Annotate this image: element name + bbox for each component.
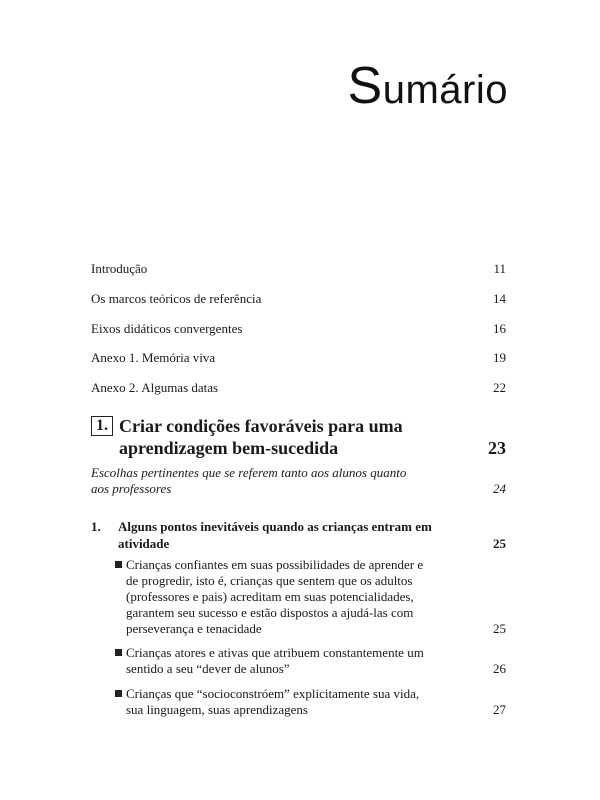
toc-entry bbox=[91, 261, 506, 277]
section-title: Alguns pontos inevitáveis quando as crianças entram em atividade bbox=[118, 519, 432, 551]
section-heading bbox=[91, 518, 506, 552]
square-bullet-icon bbox=[115, 690, 122, 697]
page-title bbox=[347, 57, 508, 115]
toc-entry-label: Introdução bbox=[91, 261, 148, 276]
list-item-page: 25 bbox=[493, 621, 506, 636]
list-item bbox=[115, 557, 506, 637]
list-item bbox=[115, 686, 506, 718]
toc-entry bbox=[91, 380, 506, 396]
list-item-text: Crianças confiantes em suas possibilidades de aprender e de progredir, isto é, crianças que sentem que os adultos (professores e pais) acreditam em suas potencialidades, garantem seu sucesso e estão dispostos a ajudá-las com perseverança e tenacidade bbox=[126, 557, 424, 636]
list-item-page: 26 bbox=[493, 661, 506, 676]
toc-entry-page: 14 bbox=[493, 291, 506, 306]
toc-entry-page: 19 bbox=[493, 350, 506, 365]
page-title-rest: umário bbox=[382, 68, 508, 112]
toc-entry-page: 16 bbox=[493, 321, 506, 336]
section-page: 25 bbox=[493, 536, 506, 551]
section-number: 1. bbox=[91, 519, 101, 534]
list-item-text: Crianças atores e ativas que atribuem constantemente um sentido a seu “dever de alunos” bbox=[126, 645, 424, 676]
chapter-subtitle-row bbox=[91, 465, 506, 497]
page-title-initial: S bbox=[347, 57, 383, 115]
toc-entry-page: 22 bbox=[493, 380, 506, 395]
toc-entry bbox=[91, 291, 506, 307]
toc-entry-label: Os marcos teóricos de referência bbox=[91, 291, 262, 306]
toc-entry bbox=[91, 350, 506, 366]
chapter-subtitle-page: 24 bbox=[493, 481, 506, 496]
square-bullet-icon bbox=[115, 561, 122, 568]
toc-entry-label: Anexo 2. Algumas datas bbox=[91, 380, 219, 395]
toc-entry bbox=[91, 321, 506, 337]
square-bullet-icon bbox=[115, 649, 122, 656]
toc-entry-label: Anexo 1. Memória viva bbox=[91, 350, 216, 365]
chapter-subtitle: Escolhas pertinentes que se referem tanto aos alunos quanto aos professores bbox=[91, 465, 407, 496]
toc-entry-page: 11 bbox=[493, 261, 506, 276]
chapter-title: Criar condições favoráveis para uma aprendizagem bem-sucedida bbox=[119, 416, 403, 458]
list-item bbox=[115, 645, 506, 677]
list-item-text: Crianças que “socioconstróem” explicitamente sua vida, sua linguagem, suas aprendizagens bbox=[126, 686, 420, 717]
toc-entry-label: Eixos didáticos convergentes bbox=[91, 321, 243, 336]
chapter-page: 23 bbox=[488, 438, 506, 458]
list-item-page: 27 bbox=[493, 702, 506, 717]
chapter-number-box: 1. bbox=[91, 416, 113, 436]
